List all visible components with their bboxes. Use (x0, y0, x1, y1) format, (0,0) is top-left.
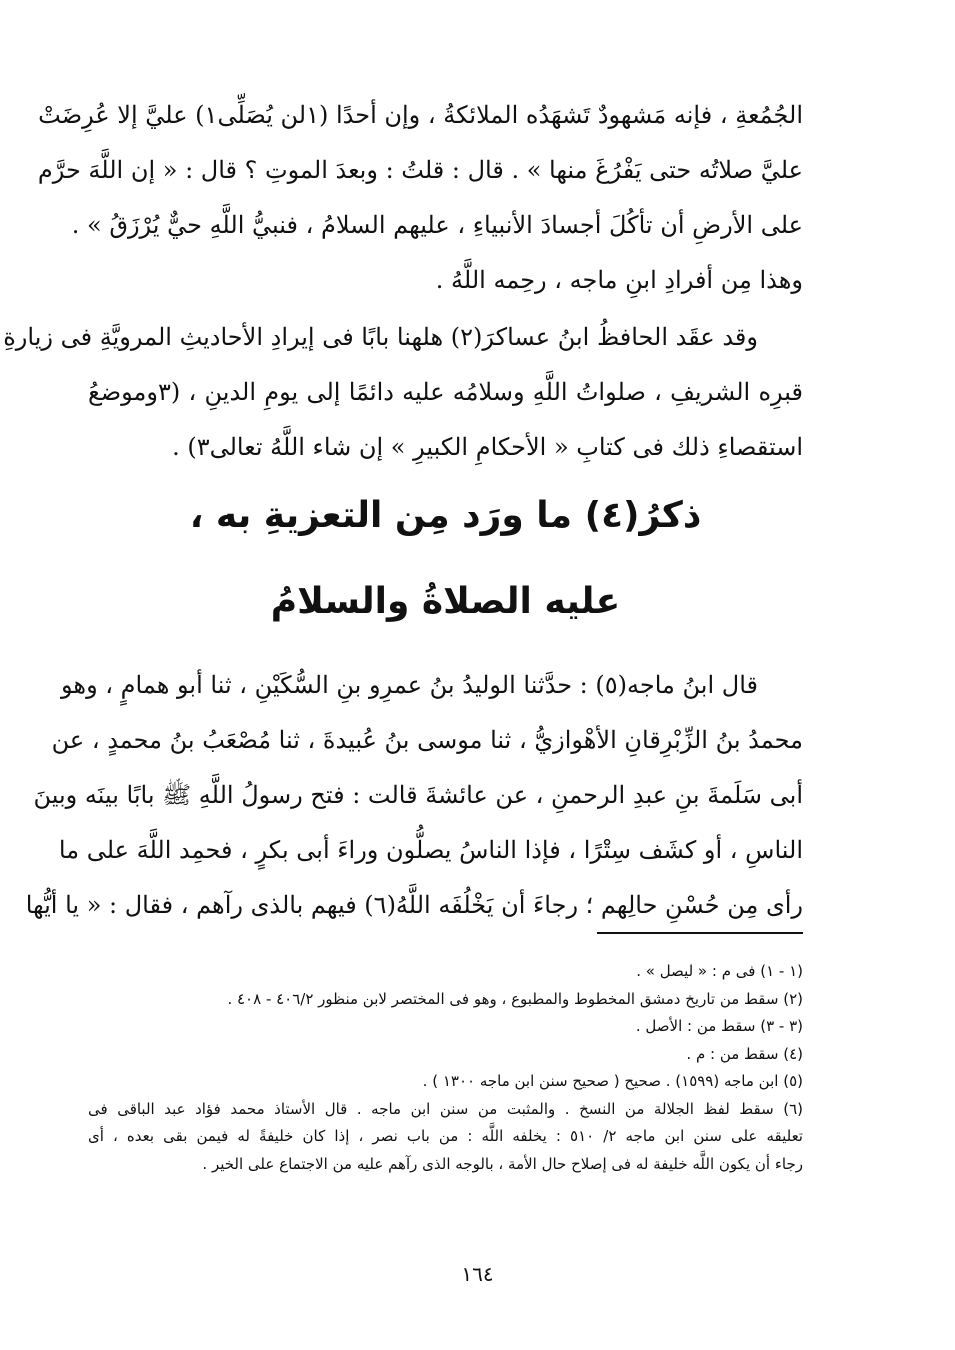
footnote: (٥) ابن ماجه (١٥٩٩) . صحيح ( صحيح سنن ابن ماجه ١٣٠٠ ) . (422, 1072, 803, 1090)
text-line: عليَّ صلاتُه حتى يَفْرُغَ منها » . قال : قلتُ : وبعدَ الموتِ ؟ قال : « إن اللَّهَ حرَّم (37, 156, 803, 184)
text-line: على الأرضِ أن تأكُلَ أجسادَ الأنبياءِ ، عليهم السلامُ ، فنبيُّ اللَّهِ حيٌّ يُرْزَقُ » . (71, 211, 803, 239)
paragraph-1 (37, 88, 803, 308)
text-line: رأى مِن حُسْنِ حالِهم ؛ رجاءَ أن يَخْلُفَه اللَّهُ(٦) فيهم بالذى رآهم ، فقال : « يا أيُّها (25, 891, 803, 919)
page-number: ١٦٤ (461, 1262, 494, 1286)
text-line: الجُمُعةِ ، فإنه مَشهودٌ تَشهَدُه الملائكةُ ، وإن أحدًا (١لن يُصَلِّى١) عليَّ إلا عُرِضَتْ (38, 101, 803, 129)
text-line: قبرِه الشريفِ ، صلواتُ اللَّهِ وسلامُه عليه دائمًا إلى يومِ الدينِ ، (٣وموضعُ (88, 378, 803, 406)
heading-line-1: ذكرُ(٤) ما ورَد مِن التعزيةِ به ، (189, 495, 702, 536)
footnotes (88, 958, 803, 1178)
footnote-separator (597, 932, 803, 934)
text-line: قال ابنُ ماجه(٥) : حدَّثنا الوليدُ بنُ عمرِو بنِ السُّكَيْنِ ، ثنا أبو همامٍ ، وهو (61, 671, 758, 699)
heading-line-2: عليه الصلاةُ والسلامُ (270, 581, 621, 622)
text-line: وهذا مِن أفرادِ ابنِ ماجه ، رحِمه اللَّهُ . (435, 266, 803, 294)
footnote-continuation: رجاء أن يكون اللَّه خليفة له فى إصلاح حال الأمة ، بالوجه الذى رآهم عليه من الاجتماع على الخير . (202, 1154, 803, 1173)
footnote-continuation: تعليقه على سنن ابن ماجه ٢/ ٥١٠ : يخلفه اللَّه : من باب نصر ، إذا كان خليفةً له فيمن بقى بعده ، أى (88, 1127, 803, 1145)
footnote: (٣ - ٣) سقط من : الأصل . (635, 1017, 803, 1035)
text-line: أبى سَلَمةَ بنِ عبدِ الرحمنِ ، عن عائشةَ قالت : فتح رسولُ اللَّهِ ﷺ بابًا بينَه وبينَ (33, 781, 803, 809)
paragraph-2 (3, 310, 803, 475)
text-line: الناسِ ، أو كشَف سِتْرًا ، فإذا الناسُ يصلُّون وراءَ أبى بكرٍ ، فحمِد اللَّهَ على ما (58, 836, 803, 864)
paragraph-3 (25, 658, 803, 933)
text-line: وقد عقَد الحافظُ ابنُ عساكرَ(٢) هلهنا بابًا فى إيرادِ الأحاديثِ المرويَّةِ فى زيارةِ (3, 323, 758, 351)
text-line: محمدُ بنُ الزِّبْرِقانِ الأهْوازيُّ ، ثنا موسى بنُ عُبيدةَ ، ثنا مُصْعَبُ بنُ محمدٍ ، عن (51, 726, 803, 754)
footnote: (٤) سقط من : م . (686, 1044, 803, 1063)
footnote: (٦) سقط لفظ الجلالة من النسخ . والمثبت من سنن ابن ماجه . قال الأستاذ محمد فؤاد عبد الباقى فى (88, 1099, 803, 1118)
footnote: (٢) سقط من تاريخ دمشق المخطوط والمطبوع ، وهو فى المختصر لابن منظور ٤٠٦/٢ - ٤٠٨ . (227, 989, 803, 1008)
text-line: استقصاءِ ذلك فى كتابِ « الأحكامِ الكبيرِ » إن شاء اللَّهُ تعالى٣) . (172, 433, 803, 461)
footnote: (١ - ١) فى م : « ليصل » . (636, 962, 803, 980)
section-heading (88, 480, 803, 638)
